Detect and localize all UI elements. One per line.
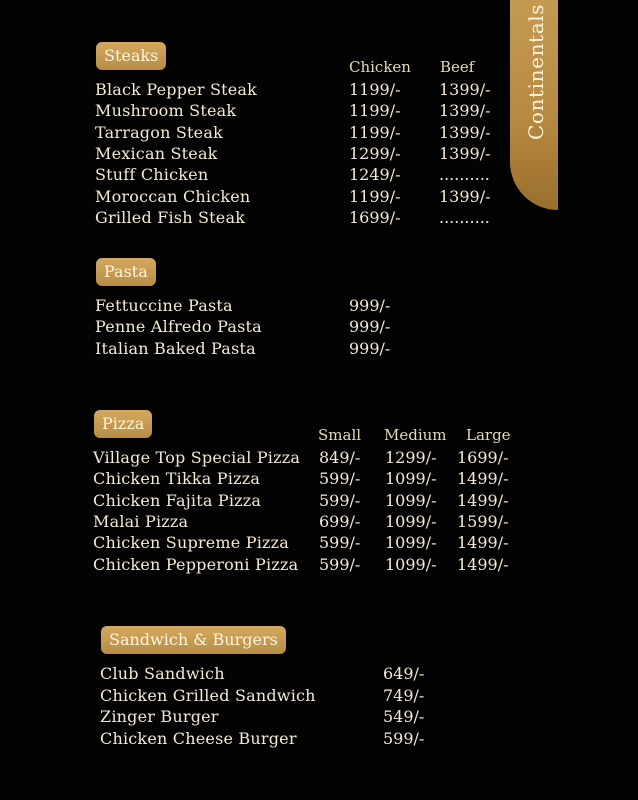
- steaks-item-name: Tarragon Steak: [95, 123, 223, 142]
- steaks-item-price: 1199/-: [349, 123, 401, 142]
- sandwich-item-price: 749/-: [383, 686, 425, 705]
- steaks-section-title: Steaks: [96, 42, 166, 70]
- pasta-section-title: Pasta: [96, 258, 156, 286]
- steaks-column-header: Beef: [440, 58, 475, 76]
- pizza-item-price: 599/-: [319, 533, 361, 552]
- pizza-item-price: 1099/-: [385, 469, 437, 488]
- sandwich-item-name: Chicken Grilled Sandwich: [100, 686, 316, 705]
- steaks-item-price: 1399/-: [439, 80, 491, 99]
- pizza-item-price: 699/-: [319, 512, 361, 531]
- pizza-item-price: 1099/-: [385, 533, 437, 552]
- sandwich-item-name: Chicken Cheese Burger: [100, 729, 297, 748]
- sandwich-item-price: 549/-: [383, 707, 425, 726]
- steaks-item-price: 1399/-: [439, 101, 491, 120]
- pizza-column-header: Large: [466, 426, 511, 444]
- pizza-section-title: Pizza: [94, 410, 152, 438]
- sandwich-item-name: Club Sandwich: [100, 664, 225, 683]
- sandwich-item-price: 649/-: [383, 664, 425, 683]
- steaks-item-price: 1199/-: [349, 80, 401, 99]
- pasta-item-name: Fettuccine Pasta: [95, 296, 233, 315]
- steaks-item-price: ..........: [439, 165, 490, 184]
- pasta-item-price: 999/-: [349, 339, 391, 358]
- pizza-item-price: 599/-: [319, 469, 361, 488]
- pizza-item-price: 1099/-: [385, 491, 437, 510]
- pizza-column-header: Small: [318, 426, 362, 444]
- pizza-column-header: Medium: [384, 426, 447, 444]
- steaks-item-price: 1249/-: [349, 165, 401, 184]
- steaks-item-price: 1699/-: [349, 208, 401, 227]
- pizza-item-price: 1499/-: [457, 491, 509, 510]
- pizza-item-price: 849/-: [319, 448, 361, 467]
- steaks-item-price: 1399/-: [439, 187, 491, 206]
- steaks-item-price: 1299/-: [349, 144, 401, 163]
- steaks-column-header: Chicken: [349, 58, 411, 76]
- steaks-item-price: 1399/-: [439, 144, 491, 163]
- steaks-item-price: 1399/-: [439, 123, 491, 142]
- pizza-item-price: 1099/-: [385, 555, 437, 574]
- pizza-item-name: Malai Pizza: [93, 512, 189, 531]
- category-ribbon-label: Continentals: [524, 3, 548, 140]
- pizza-item-price: 599/-: [319, 555, 361, 574]
- pizza-item-price: 1299/-: [385, 448, 437, 467]
- pizza-item-price: 1499/-: [457, 469, 509, 488]
- pizza-item-name: Chicken Pepperoni Pizza: [93, 555, 299, 574]
- pizza-item-price: 1499/-: [457, 555, 509, 574]
- pizza-item-price: 1699/-: [457, 448, 509, 467]
- pizza-item-name: Village Top Special Pizza: [93, 448, 301, 467]
- pizza-item-name: Chicken Supreme Pizza: [93, 533, 290, 552]
- steaks-item-name: Mexican Steak: [95, 144, 218, 163]
- pizza-item-price: 1099/-: [385, 512, 437, 531]
- steaks-item-name: Stuff Chicken: [95, 165, 209, 184]
- sandwich-item-price: 599/-: [383, 729, 425, 748]
- pizza-item-price: 1599/-: [457, 512, 509, 531]
- steaks-item-price: 1199/-: [349, 187, 401, 206]
- steaks-item-price: ..........: [439, 208, 490, 227]
- sandwich-item-name: Zinger Burger: [100, 707, 219, 726]
- steaks-item-price: 1199/-: [349, 101, 401, 120]
- sandwich-section-title: Sandwich & Burgers: [101, 626, 286, 654]
- steaks-item-name: Grilled Fish Steak: [95, 208, 246, 227]
- pizza-item-name: Chicken Tikka Pizza: [93, 469, 261, 488]
- pizza-item-price: 599/-: [319, 491, 361, 510]
- pasta-item-price: 999/-: [349, 296, 391, 315]
- pizza-item-price: 1499/-: [457, 533, 509, 552]
- pasta-item-name: Italian Baked Pasta: [95, 339, 256, 358]
- pizza-item-name: Chicken Fajita Pizza: [93, 491, 262, 510]
- steaks-item-name: Black Pepper Steak: [95, 80, 258, 99]
- steaks-item-name: Mushroom Steak: [95, 101, 237, 120]
- steaks-item-name: Moroccan Chicken: [95, 187, 251, 206]
- pasta-item-name: Penne Alfredo Pasta: [95, 317, 262, 336]
- pasta-item-price: 999/-: [349, 317, 391, 336]
